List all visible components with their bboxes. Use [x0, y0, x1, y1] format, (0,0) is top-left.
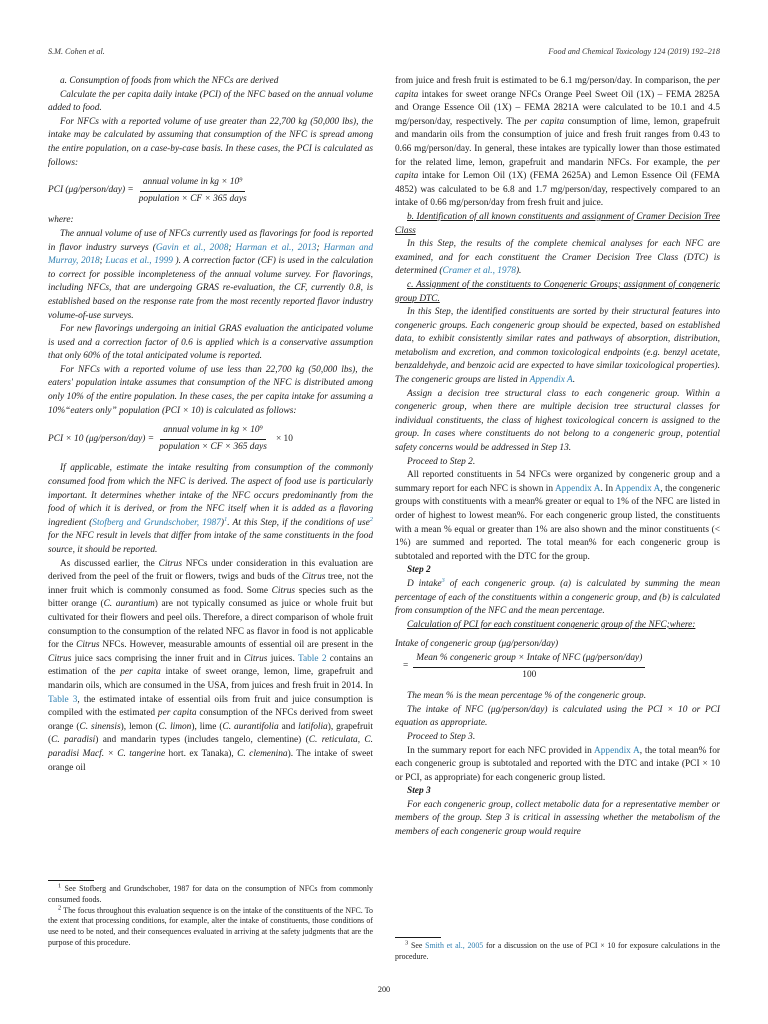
- footnotes-right: [395, 937, 720, 963]
- left-column: [48, 75, 373, 775]
- table-link[interactable]: Table 3: [48, 694, 78, 705]
- section-heading-b: b. Identification of all known constituents and assignment of Cramer Decision Tree Class: [395, 211, 720, 236]
- table-link[interactable]: Table 2: [297, 653, 327, 664]
- equation-equals: =: [403, 661, 409, 672]
- citation-link[interactable]: Lucas et al., 1999: [105, 256, 173, 267]
- paragraph: The mean % is the mean percentage % of the congeneric group.: [407, 691, 647, 702]
- footnote-marker[interactable]: 1: [224, 515, 228, 523]
- where-label: where:: [48, 215, 74, 226]
- citation-link[interactable]: Harman et al., 2013: [235, 242, 317, 253]
- footnote-marker[interactable]: 2: [369, 515, 373, 523]
- section-heading-a: a. Consumption of foods from which the NFCs are derived: [60, 76, 279, 86]
- equation-denominator: 100: [522, 669, 537, 680]
- paragraph: Calculation of PCI for each constituent congeneric group of the NFC;where:: [407, 619, 696, 630]
- paragraph: If applicable, estimate the intake resulting from consumption of the commonly consumed food from which the NFC is derived. The aspect of food use is particularly important. It determines whether intake of the NFC occurs predominantly from the food of which it is derived, or from the NFC itself when it is added as a flavoring ingredient (Stofberg and Grundschober, 1987)$^1$. At this Step, if the conditions of use$^2$ for the NFC result in levels that differ from intake of the same constituents in the food source, it should be reported.: [48, 463, 373, 555]
- appendix-link[interactable]: Appendix A: [529, 375, 573, 386]
- footnotes-left: [48, 880, 373, 949]
- paragraph: from juice and fresh fruit is estimated to be 6.1 mg/person/day. In comparison, the per capita intakes for sweet orange NFCs Orange Peel Sweet Oil (1X) – FEMA 2825A and Orange Essence Oil (1X) – FEMA 2821A were calculated to be 10.1 and 4.5 mg/person/day, respectively. The per capita consumption of lime, lemon, grapefruit and mandarin oils from the consumption of juice and fresh fruit ranges from 0.43 to 0.66 mg/person/day. In general, these intakes are typically lower than those estimated for the related lime, lemon, grapefruit and mandarin NFCs. For example, the per capita intake for Lemon Oil (1X) (FEMA 2625A) and Lemon Essence Oil (FEMA 4852) was calculated to be 6.8 and 1.7 mg/person/day, respectively compared to an intake of 0.66 mg/person/day from fresh fruit and juice.: [395, 76, 720, 209]
- paragraph: For each congeneric group, collect metabolic data for a representative member or members of the group. Step 3 is critical in assessing whether the metabolism of the members of each congeneric group would require: [395, 799, 720, 838]
- citation-link[interactable]: Stofberg and Grundschober, 1987: [92, 517, 221, 528]
- paragraph: The annual volume of use of NFCs currently used as flavorings for food is reported in flavor industry surveys (Gavin et al., 2008; Harman et al., 2013; Harman and Murray, 2018; Lucas et al., 1999 ). A correction factor (CF) is used in the calculation to correct for possible incompleteness of the annual volume survey. For flavorings, including NFCs, that are undergoing GRAS re-evaluation, the CF, currently 0.8, is established based on the response rate from the most recently reported flavor industry volume-of-use surveys.: [48, 228, 374, 321]
- footnote-marker[interactable]: 3: [441, 576, 445, 584]
- citation-link[interactable]: Smith et al., 2005: [425, 941, 484, 950]
- equation-denominator: population × CF × 365 days: [159, 441, 267, 452]
- footnote-3: $^3$ See Smith et al., 2005 for a discussion on the use of PCI × 10 for exposure calculations in the procedure.: [395, 939, 721, 961]
- paragraph: Proceed to Step 2.: [407, 456, 476, 467]
- step-heading: Step 3: [407, 786, 431, 797]
- right-column: [395, 75, 720, 840]
- section-heading-c: c. Assignment of the constituents to Congeneric Groups; assignment of congeneric group DTC.: [395, 279, 720, 304]
- paragraph: In this Step, the results of the complete chemical analyses for each NFC are examined, and for each constituent the Cramer Decision Tree Class (DTC) is determined (Cramer et al., 1978).: [395, 239, 720, 277]
- equation-lhs: PCI × 10 (μg/person/day) =: [48, 433, 155, 444]
- paragraph: Assign a decision tree structural class to each congeneric group. Within a congeneric group, when there are multiple decision tree structural classes for individual constituents, the class of highest toxicological concern is assigned to the group. In cases where constituents do not belong to a congeneric group, potential safety concerns would be addressed in Step 13.: [395, 388, 720, 454]
- equation-numerator: annual volume in kg × 10⁹: [140, 176, 246, 192]
- paragraph: For NFCs with a reported volume of use less than 22,700 kg (50,000 lbs), the eaters' population intake assumes that consumption of the NFC is distributed among only 10% of the entire population. In these cases, the per capita intake for assuming a 10%“eaters only” population (PCI × 10) is calculated as follows:: [48, 364, 373, 416]
- appendix-link[interactable]: Appendix A: [554, 483, 601, 494]
- paragraph: The intake of NFC (μg/person/day) is calculated using the PCI × 10 or PCI equation as appropriate.: [395, 704, 720, 729]
- paragraph: For NFCs with a reported volume of use greater than 22,700 kg (50,000 lbs), the intake may be calculated by assuming that consumption of the NFC is spread among the entire population, on a case-by-case basis. In these cases, the PCI is calculated as follows:: [48, 116, 373, 168]
- appendix-link[interactable]: Appendix A: [593, 745, 640, 756]
- running-header-journal: Food and Chemical Toxicology 124 (2019) 192–218: [548, 47, 720, 56]
- equation-multiplier: × 10: [275, 433, 293, 444]
- paragraph: Proceed to Step 3.: [407, 731, 476, 742]
- citation-link[interactable]: Cramer et al., 1978: [442, 266, 516, 277]
- paragraph: As discussed earlier, the Citrus NFCs under consideration in this evaluation are derived from the peel of the fruit or flowers, twigs and buds of the Citrus tree, not the inner fruit which is commonly consumed as food. Some Citrus species such as the bitter orange (C. aurantium) are not typically consumed as juice or whole fruit but cultivated for their flowers and peel oils. Therefore, a direct comparison of whole fruit consumption to the consumption of the related NFC as flavor in food is not applicable for the Citrus NFCs. However, measurable amounts of essential oil are present in the Citrus juice sacs comprising the inner fruit and in Citrus juices. Table 2 contains an estimation of the per capita intake of sweet orange, lemon, lime, grapefruit and mandarin oils, which are consumed in the USA, from juices and fresh fruit in 2014. In Table 3, the estimated intake of essential oils from fruit and juice consumption is compiled with the estimated per capita consumption of the NFCs derived from sweet orange (C. sinensis), lemon (C. limon), lime (C. aurantifolia and latifolia), grapefruit (C. paradisi) and mandarin types (includes tangelo, clementine) (C. reticulata, C. paradisi Macf. × C. tangerine hort. ex Tanaka), C. clemenina). The intake of sweet orange oil: [48, 558, 374, 773]
- citation-link[interactable]: Gavin et al., 2008: [155, 242, 229, 253]
- equation-pci: [48, 176, 373, 206]
- equation-numerator: Mean % congeneric group × Intake of NFC (μg/person/day): [413, 652, 645, 668]
- paragraph: D intake$^3$ of each congeneric group. (a) is calculated by summing the mean percentage of each of the constituents within a congeneric group, and (b) is calculated from consumption of the NFC and the mean percentage.: [395, 576, 720, 617]
- equation-lhs: Intake of congeneric group (μg/person/day): [395, 639, 559, 650]
- paragraph: In this Step, the identified constituents are sorted by their structural features into congeneric groups. Each congeneric group should be expected, based on established data, to exhibit consistently similar rates and pathways of absorption, distribution, metabolism and excretion, and common toxicological endpoints (e.g. benzyl acetate, benzaldehyde, and benzoic acid are expected to have similar toxicological properties). The congeneric groups are listed in Appendix A.: [395, 307, 720, 386]
- citation-link[interactable]: Harman and Murray, 2018: [48, 242, 373, 267]
- paragraph: All reported constituents in 54 NFCs were organized by congeneric group and a summary report for each NFC is shown in Appendix A. In Appendix A, the congeneric groups with constituents with a mean% greater or equal to 1% of the NFC are listed in order of highest to lowest mean%. For each congeneric group listed, the constituents with a mean % equal or greater than 1% are also shown and the minor constituents (< 1%) are summed and reported. The total mean% for each congeneric group is subtotaled and reported with the DTC for the group.: [395, 470, 720, 562]
- page-number: 200: [377, 985, 391, 994]
- equation-lhs: PCI (μg/person/day) =: [48, 185, 134, 196]
- equation-numerator: annual volume in kg × 10⁹: [160, 424, 266, 440]
- equation-pci-x10: [48, 424, 373, 454]
- step-heading: Step 2: [407, 565, 431, 576]
- equation-fraction: [159, 424, 267, 454]
- paragraph: In the summary report for each NFC provided in Appendix A, the total mean% for each congeneric group is subtotaled and reported with the DTC and intake (PCI × 10 or PCI, as appropriate) for each congeneric group listed.: [395, 745, 720, 783]
- footnote-rule: [395, 937, 441, 938]
- footnote-2: $^2$ The focus throughout this evaluation sequence is on the intake of the constituents of the NFC. To the extent that processing conditions, for example, alter the intake of constituents, those conditions of use need to be noted, and their consequences evaluated in arriving at the safety judgments that are the purpose of this procedure.: [48, 903, 373, 947]
- footnote-rule: [48, 880, 94, 881]
- equation-fraction: [139, 176, 247, 206]
- paragraph: For new flavorings undergoing an initial GRAS evaluation the anticipated volume is used and a correction factor of 0.6 is applied which is a conservative assumption that only 60% of the total anticipated volume is reported.: [48, 324, 373, 362]
- paragraph: Calculate the per capita daily intake (PCI) of the NFC based on the annual volume added to food.: [48, 89, 373, 114]
- equation-denominator: population × CF × 365 days: [138, 193, 247, 204]
- running-header-author: S.M. Cohen et al.: [48, 47, 105, 56]
- equation-fraction: [413, 652, 645, 682]
- equation-congeneric-intake: [395, 638, 720, 682]
- footnote-1: $^1$ See Stofberg and Grundschober, 1987 for data on the consumption of NFCs from commonly consumed foods.: [48, 882, 373, 904]
- appendix-link[interactable]: Appendix A: [614, 483, 661, 494]
